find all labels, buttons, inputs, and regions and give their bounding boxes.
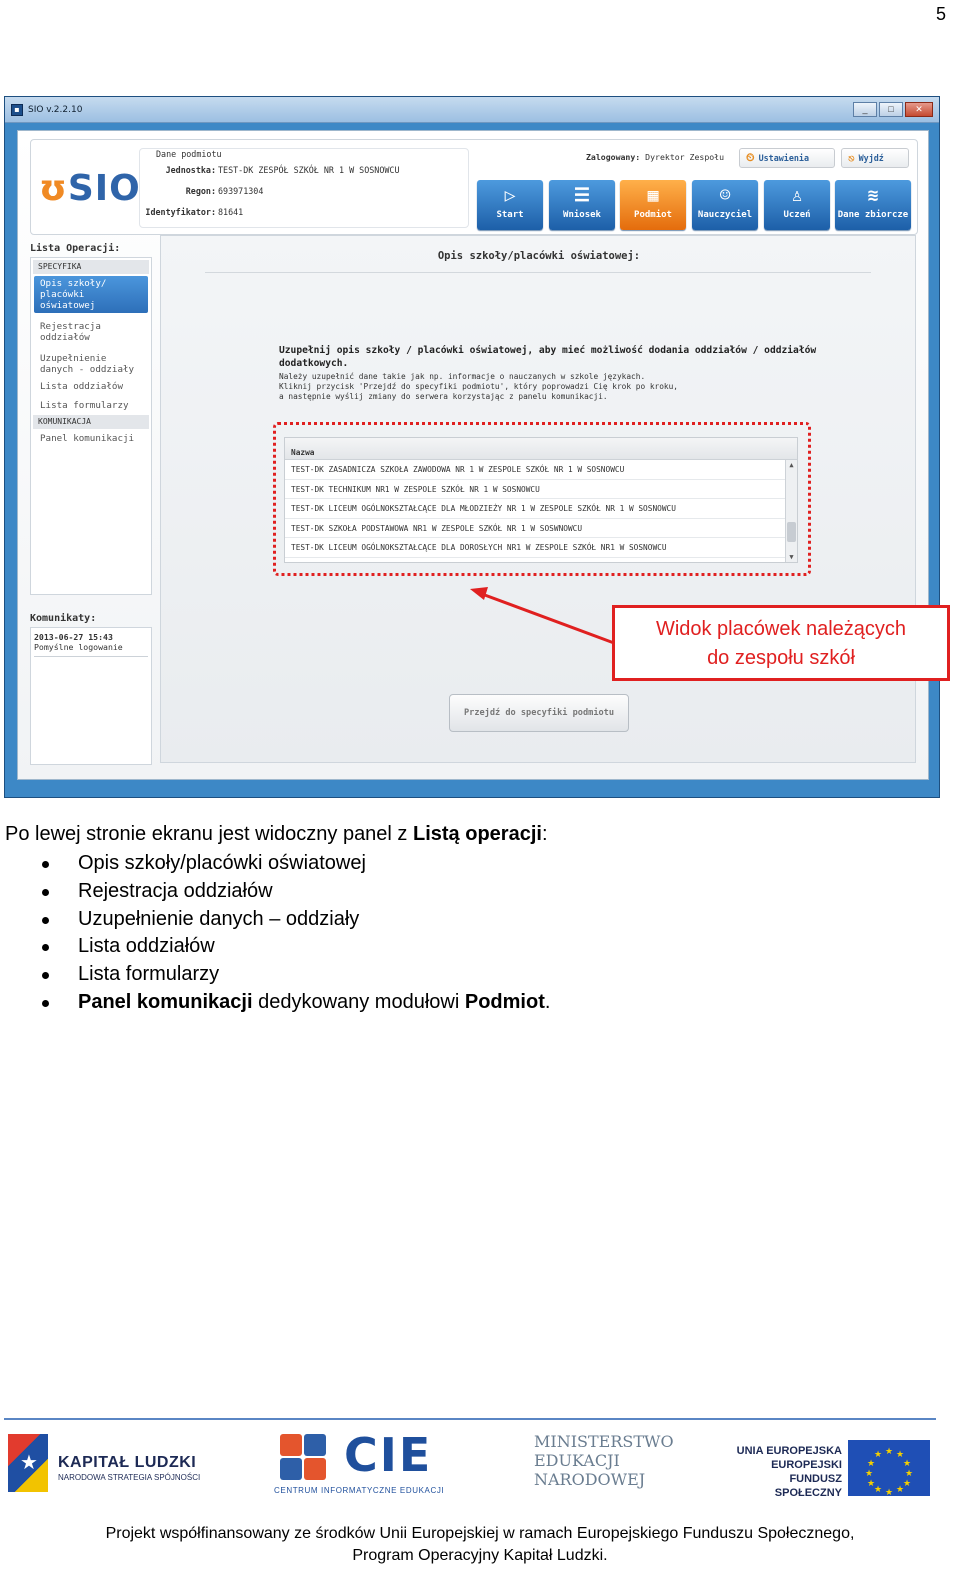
bullet-icon: [42, 944, 49, 951]
app-header: [30, 139, 918, 235]
op-opis-szkoly[interactable]: Opis szkoły/ placówki oświatowej: [34, 276, 148, 313]
nav-wniosek[interactable]: ☰ Wniosek: [549, 180, 615, 230]
cie-square-icon: [304, 1458, 326, 1480]
nav-start[interactable]: ▷ Start: [477, 180, 543, 230]
footer-note-2: Program Operacyjny Kapitał Ludzki.: [352, 1547, 608, 1564]
instructions-line-3: a następnie wyślij zmiany do serwera korzystając z panelu komunikacji.: [279, 392, 608, 401]
sio-logo: ʊSIO: [39, 168, 141, 209]
layers-icon: ≋: [867, 185, 879, 206]
clock-icon: ⏲: [746, 151, 755, 164]
minimize-button[interactable]: _: [853, 102, 877, 117]
window-controls: [853, 102, 933, 117]
scroll-down-icon[interactable]: ▼: [789, 553, 794, 561]
highlight-frame: [273, 422, 811, 576]
body-intro: Po lewej stronie ekranu jest widoczny panel z Listą operacji:: [5, 823, 548, 845]
book-icon: ʊ: [39, 168, 68, 209]
list-item: Rejestracja oddziałów: [0, 878, 550, 906]
app-icon: ▪: [11, 104, 23, 116]
op-panel-komunikacji[interactable]: Panel komunikacji: [40, 433, 135, 444]
table-row[interactable]: TEST-DK TECHNIKUM NR1 W ZESPOLE SZKÓŁ NR 1 W SOSNOWCU: [285, 480, 785, 500]
people-icon: ☺: [719, 185, 731, 206]
sio-app-window: [4, 96, 940, 798]
exit-button[interactable]: ⎋ Wyjdź: [841, 148, 909, 168]
scroll-thumb[interactable]: [787, 522, 796, 542]
settings-button[interactable]: ⏲ Ustawienia: [739, 148, 835, 168]
eu-logo: UNIA EUROPEJSKA EUROPEJSKI FUNDUSZ SPOŁECZNY ★ ★ ★ ★ ★ ★ ★ ★ ★ ★ ★ ★: [722, 1438, 934, 1498]
nav-podmiot[interactable]: ▦ Podmiot: [620, 180, 686, 230]
bullet-icon: [42, 972, 49, 979]
entity-info: Dane podmiotu Jednostka: TEST-DK ZESPÓŁ SZKÓŁ NR 1 W SOSNOWCU Regon: 693971304 Identyfikator: 81641: [139, 148, 469, 228]
student-icon: ♙: [791, 185, 803, 206]
operations-bullets: [0, 850, 550, 1017]
table-row[interactable]: TEST-DK LICEUM OGÓLNOKSZTAŁCĄCE DLA DOROSŁYCH NR1 W ZESPOLE SZKÓŁ NR1 W SOSNOWCU: [285, 538, 785, 558]
table-row[interactable]: TEST-DK SZKOŁA PODSTAWOWA NR1 W ZESPOLE SZKÓŁ NR 1 W SOSWNOWCU: [285, 519, 785, 539]
op-uzupelnienie-danych[interactable]: Uzupełnienie danych - oddziały: [40, 353, 135, 375]
window-titlebar: [5, 97, 939, 123]
stack-icon: ☰: [573, 185, 591, 206]
annotation-callout: [612, 605, 950, 681]
logged-user: Zalogowany: Dyrektor Zespołu: [586, 152, 725, 162]
section-komunikacja: KOMUNIKACJA: [33, 415, 149, 429]
operations-title: Lista Operacji:: [30, 243, 121, 254]
entity-info-title: Dane podmiotu: [156, 149, 222, 159]
instructions-line-1: Należy uzupełnić dane takie jak np. informacje o nauczanych w szkole językach.: [279, 372, 646, 381]
operations-list: [30, 257, 152, 595]
list-item: Panel komunikacji dedykowany modułowi Podmiot.: [0, 989, 550, 1017]
main-title: Opis szkoły/placówki oświatowej:: [437, 250, 641, 262]
nav-nauczyciel[interactable]: ☺ Nauczyciel: [692, 180, 758, 230]
callout-line-2: do zespołu szkół: [707, 647, 855, 669]
callout-line-1: Widok placówek należących: [655, 618, 907, 640]
go-to-specification-button[interactable]: Przejdź do specyfiki podmiotu: [449, 694, 629, 732]
app-body: [17, 130, 929, 780]
scroll-up-icon[interactable]: ▲: [789, 461, 794, 469]
table-row[interactable]: TEST-DK LICEUM OGÓLNOKSZTAŁCĄCE DLA MŁODZIEŻY NR 1 W ZESPOLE SZKÓŁ NR 1 W SOSNOWCU: [285, 499, 785, 519]
page-number: 5: [935, 4, 946, 24]
op-lista-oddzialow[interactable]: Lista oddziałów: [40, 381, 123, 392]
cie-square-icon: [280, 1458, 302, 1480]
messages-panel: [30, 627, 152, 765]
men-logo: MINISTERSTWO EDUKACJI NARODOWEJ: [534, 1432, 674, 1489]
close-button[interactable]: ✕: [905, 102, 933, 117]
exit-icon: ⎋: [848, 151, 855, 165]
maximize-button[interactable]: □: [879, 102, 903, 117]
nav-dane-zbiorcze[interactable]: ≋ Dane zbiorcze: [835, 180, 911, 230]
star-icon: ★: [20, 1452, 38, 1474]
op-rejestracja-oddzialow[interactable]: Rejestracja oddziałów: [40, 321, 101, 343]
schools-table: [284, 437, 798, 563]
table-row[interactable]: TEST-DK ZASADNICZA SZKOŁA ZAWODOWA NR 1 W ZESPOLE SZKÓŁ NR 1 W SOSNOWCU: [285, 460, 785, 480]
footer-rule: [4, 1418, 936, 1420]
instructions-line-2: Kliknij przycisk 'Przejdź do specyfiki podmiotu', który poprowadzi Cię krok po kroku,: [279, 382, 679, 391]
list-item: Opis szkoły/placówki oświatowej: [0, 850, 550, 878]
instructions: [279, 344, 819, 402]
op-lista-formularzy[interactable]: Lista formularzy: [40, 400, 129, 411]
main-panel: [160, 235, 916, 763]
footer-note-1: Projekt współfinansowany ze środków Unii Europejskiej w ramach Europejskiego Funduszu Społecznego,: [105, 1525, 855, 1542]
cie-square-icon: [280, 1434, 302, 1456]
divider: [205, 272, 871, 273]
section-specyfika: SPECYFIKA: [33, 260, 149, 274]
bullet-icon: [42, 917, 49, 924]
kapital-ludzki-logo: ★ KAPITAŁ LUDZKI NARODOWA STRATEGIA SPÓJNOŚCI: [6, 1432, 196, 1498]
instructions-bold: Uzupełnij opis szkoły / placówki oświatowej, aby mieć możliwość dodania oddziałów / oddziałów dodatkowych.: [279, 345, 817, 369]
list-item: Lista formularzy: [0, 961, 550, 989]
list-item: Lista oddziałów: [0, 933, 550, 961]
message-date: 2013-06-27 15:43: [34, 632, 113, 642]
eu-flag-icon: ★ ★ ★ ★ ★ ★ ★ ★ ★ ★ ★ ★: [848, 1440, 930, 1496]
message-text: Pomyślne logowanie: [34, 642, 148, 657]
cie-logo: CIE CENTRUM INFORMATYCZNE EDUKACJI: [274, 1428, 445, 1495]
building-icon: ▦: [647, 185, 659, 206]
play-icon: ▷: [504, 185, 516, 206]
window-title: SIO v.2.2.10: [28, 104, 83, 115]
bullet-icon: [42, 861, 49, 868]
table-scrollbar[interactable]: [785, 460, 797, 563]
cie-square-icon: [304, 1434, 326, 1456]
bullet-icon: [42, 1000, 49, 1007]
messages-title: Komunikaty:: [30, 613, 97, 624]
column-header-nazwa[interactable]: Nazwa: [285, 438, 797, 460]
nav-uczen[interactable]: ♙ Uczeń: [764, 180, 830, 230]
bullet-icon: [42, 889, 49, 896]
list-item: Uzupełnienie danych – oddziały: [0, 906, 550, 934]
